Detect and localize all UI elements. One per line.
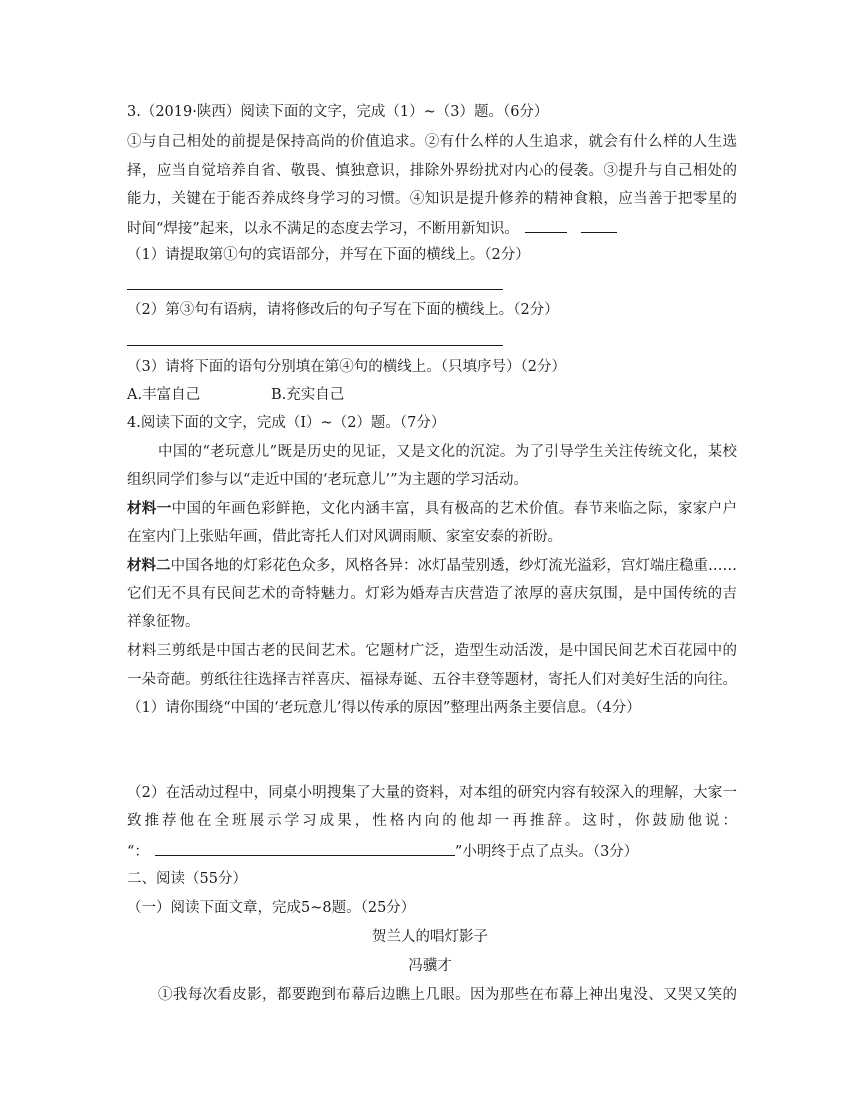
q3-passage-line: 择，应当自觉培养自省、敬畏、慎独意识，排除外界纷扰对内心的侵袭。③提升与自己相处的 [127, 163, 737, 179]
q4-sub2-line: （2）在活动过程中，同桌小明搜集了大量的资料，对本组的研究内容有较深入的理解，大家一 [127, 785, 737, 801]
article-paragraph-1: ①我每次看皮影，都要跑到布幕后边瞧上几眼。因为那些在布幕上神出鬼没、又哭又笑的 [158, 987, 737, 1003]
q4-sub1: （1）请你围绕“中国的‘老玩意儿’得以传承的原因”整理出两条主要信息。（4分） [127, 700, 641, 716]
q3-passage-line: ①与自己相处的前提是保持高尚的价值追求。②有什么样的人生追求，就会有什么样的人生选 [127, 134, 737, 150]
q4-header: 4.阅读下面的文字，完成（I）~（2）题。（7分） [127, 415, 446, 431]
material-3-line: 材料三剪纸是中国古老的民间艺术。它题材广泛，造型生动活泼，是中国民间艺术百花园中的 [127, 643, 737, 659]
material-3-line: 一朵奇葩。剪纸往往选择吉祥喜庆、福禄寿诞、五谷丰登等题材，寄托人们对美好生活的向往。 [127, 672, 737, 688]
answer-blank [155, 840, 455, 856]
quote-open: “： [127, 844, 149, 860]
answer-line [127, 345, 503, 346]
q3-sub3: （3）请将下面的语句分别填在第④句的横线上。（只填序号）（2分） [127, 359, 566, 375]
q4-intro-line: 中国的“老玩意儿”既是历史的见证，又是文化的沉淀。为了引导学生关注传统文化，某校 [158, 444, 737, 460]
material-2-line [127, 556, 737, 578]
material-1-label: 材料一 [127, 500, 172, 517]
material-2-line: 祥象征物。 [127, 614, 200, 630]
material-1-text: 中国的年画色彩鲜艳，文化内涵丰富，具有极高的艺术价值。春节来临之际，家家户户 [171, 501, 738, 517]
quote-close: ”小明终于点了点头。（3分） [454, 844, 639, 860]
material-2-label: 材料二 [127, 557, 171, 574]
material-1-line [127, 499, 737, 521]
material-2-line: 它们无不具有民间艺术的奇特魅力。灯彩为婚寿吉庆营造了浓厚的喜庆氛围，是中国传统的吉 [127, 586, 737, 602]
q3-sub1: （1）请提取第①句的宾语部分，并写在下面的横线上。（2分） [127, 247, 530, 263]
q3-options [127, 385, 737, 407]
fill-blank-1 [525, 217, 567, 233]
q4-intro-line: 组织同学们参与以“走近中国的‘老玩意儿’”为主题的学习活动。 [127, 472, 529, 488]
article-author: 冯骥才 [408, 958, 452, 974]
q3-passage-text: 时间“焊接”起来，以永不满足的态度去学习，不断用新知识。 [127, 221, 519, 237]
q4-sub2-line: 致推荐他在全班展示学习成果，性格内向的他却一再推辞。这时，你鼓励他说： [127, 813, 737, 829]
q3-passage-line: 能力，关键在于能否养成终身学习的习惯。④知识是提升修养的精神食粮，应当善于把零星的 [127, 191, 737, 207]
answer-line [127, 289, 503, 290]
section-2-header: 二、阅读（55分） [127, 871, 247, 887]
option-b: B.充实自己 [271, 387, 345, 403]
q3-passage-line-last [127, 217, 737, 239]
option-a: A.丰富自己 [127, 387, 201, 403]
q3-header: 3.（2019·陕西）阅读下面的文字，完成（1）~（3）题。（6分） [127, 104, 549, 120]
q3-sub2: （2）第③句有语病，请将修改后的句子写在下面的横线上。（2分） [127, 302, 559, 318]
reading-part-1: （一）阅读下面文章，完成5~8题。（25分） [127, 900, 416, 916]
q4-sub2-answer-line [127, 840, 737, 862]
material-2-text: 中国各地的灯彩花色众多，风格各异：冰灯晶莹别透，纱灯流光溢彩，宫灯端庄稳重…… [170, 558, 737, 574]
article-title: 贺兰人的唱灯影子 [372, 929, 488, 945]
fill-blank-2 [581, 217, 617, 233]
material-1-line: 在室内门上张贴年画，借此寄托人们对风调雨顺、家室安泰的祈盼。 [127, 529, 562, 545]
